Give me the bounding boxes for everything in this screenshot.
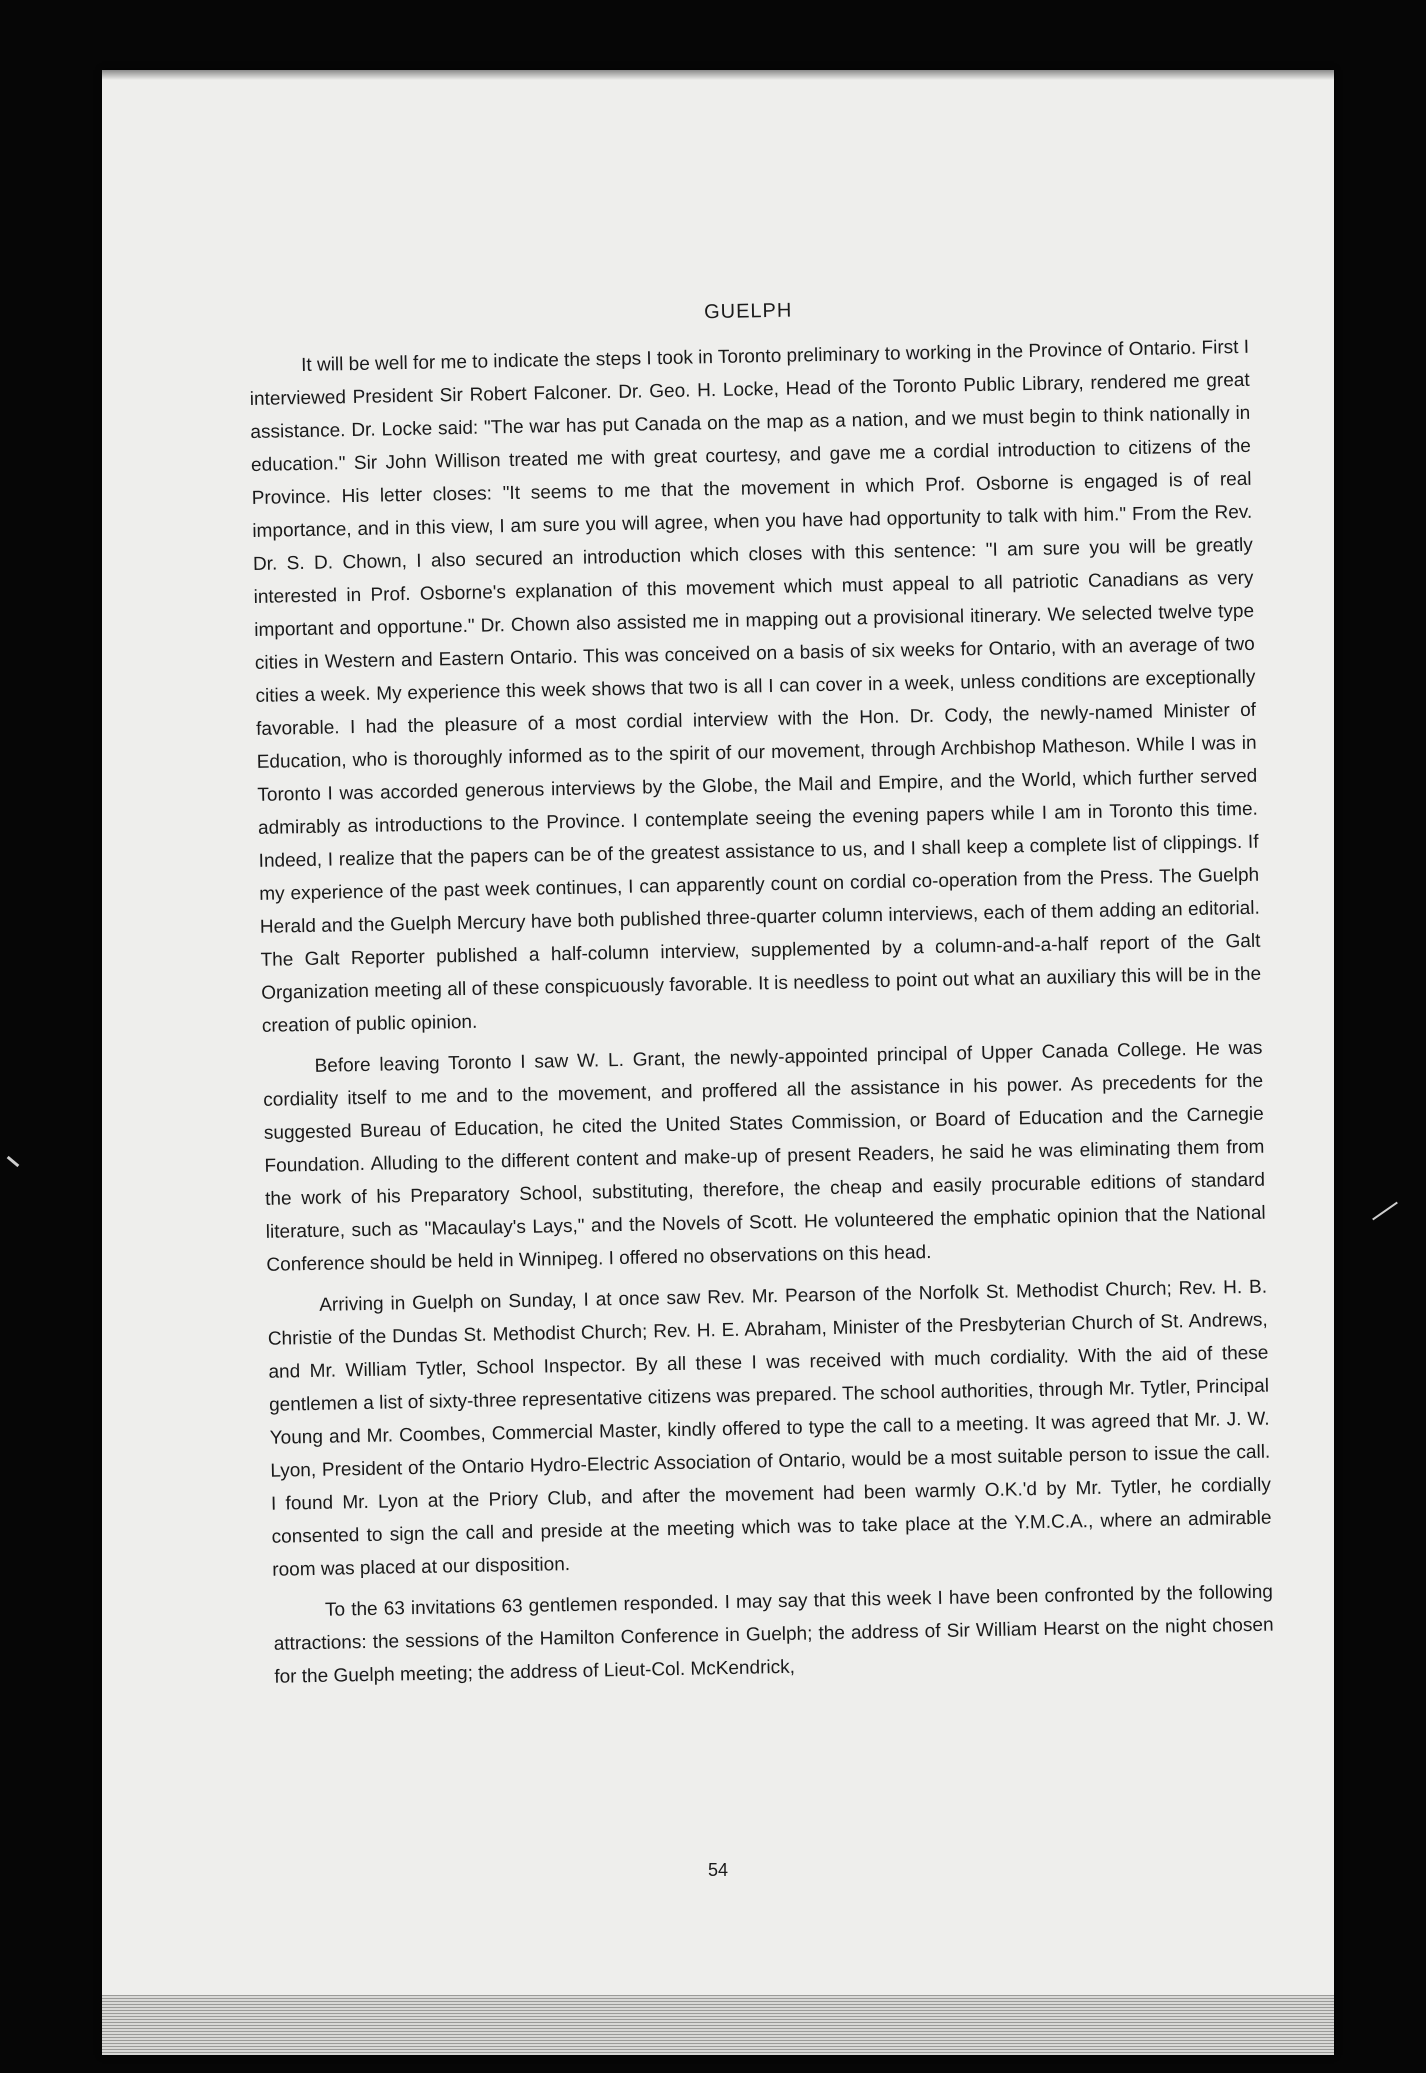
document-page [102,70,1334,2055]
scan-artifact-right [1372,1202,1398,1221]
page-top-edge [102,70,1334,80]
paragraph-2: Before leaving Toronto I saw W. L. Grant, the newly-appointed principal of Upper Canada College. He was cordiality itself to me and to the movement, and proffered all the assistance in his power. As precedents for the suggested Bureau of Education, he cited the United States Commission, or Board of Education and the Carnegie Foundation. Alluding to the different content and make-up of present Readers, he said he was eliminating them from the work of his Preparatory School, substituting, therefore, the cheap and easily procurable editions of standard literature, such as "Macaulay's Lays," and the Novels of Scott. He volunteered the emphatic opinion that the National Conference should be held in Winnipeg. I offered no observations on this head. [263,1037,1266,1276]
paragraph-4: To the 63 invitations 63 gentlemen responded. I may say that this week I have been confronted by the following attractions: the sessions of the Hamilton Conference in Guelph; the address of Sir William Hearst on the night chosen for the Guelph meeting; the address of Lieut-Col. McKendrick, [273,1581,1274,1688]
page-number: 54 [707,1860,729,1880]
scan-artifact-left [7,1156,20,1167]
paragraph-1: It will be well for me to indicate the steps I took in Toronto preliminary to working in the Province of Ontario. First I interviewed President Sir Robert Falconer. Dr. Geo. H. Locke, Head of the Toronto Public Library, rendered me great assistance. Dr. Locke said: "The war has put Canada on the map as a nation, and we must begin to think nationally in education." Sir John Willison treated me with great courtesy, and gave me a cordial introduction to citizens of the Province. His letter closes: "It seems to me that the movement in which Prof. Osborne is engaged is of real importance, and in this view, I am sure you will agree, when you have had opportunity to talk with him." From the Rev. Dr. S. D. Chown, I also secured an introduction which closes with this sentence: "I am sure you will be greatly interested in Prof. Osborne's explanation of this movement which must appeal to all patriotic Canadians as very important and opportune." Dr. Chown also assisted me in mapping out a provisional itinerary. We selected twelve type cities in Western and Eastern Ontario. This was conceived on a basis of six weeks for Ontario, with an average of two cities a week. My experience this week shows that two is all I can cover in a week, unless conditions are exceptionally favorable. I had the pleasure of a most cordial interview with the Hon. Dr. Cody, the newly-named Minister of Education, who is thoroughly informed as to the spirit of our movement, through Archbishop Matheson. While I was in Toronto I was accorded generous interviews by the Globe, the Mail and Empire, and the World, which further served admirably as introductions to the Province. I contemplate seeing the evening papers while I am in Toronto this time. Indeed, I realize that the papers can be of the greatest assistance to us, and I shall keep a complete list of clippings. If my experience of the past week continues, I can apparently count on cordial co-operation from the Press. The Guelph Herald and the Guelph Mercury have both published three-quarter column interviews, each of them adding an editorial. The Galt Reporter published a half-column interview, supplemented by a column-and-a-half report of the Galt Organization meeting all of these conspicuously favorable. It is needless to point out what an auxiliary this will be in the creation of public opinion. [249,336,1262,1037]
page-bottom-edge [102,1995,1334,2055]
text-block [248,286,1275,1702]
page-heading: GUELPH [703,299,793,324]
paragraph-3: Arriving in Guelph on Sunday, I at once saw Rev. Mr. Pearson of the Norfolk St. Methodist Church; Rev. H. B. Christie of the Dundas St. Methodist Church; Rev. H. E. Abraham, Minister of the Presbyterian Church of St. Andrews, and Mr. William Tytler, School Inspector. By all these I was received with much cordiality. With the aid of these gentlemen a list of sixty-three representative citizens was prepared. The school authorities, through Mr. Tytler, Principal Young and Mr. Coombes, Commercial Master, kindly offered to type the call to a meeting. It was agreed that Mr. J. W. Lyon, President of the Ontario Hydro-Electric Association of Ontario, would be a most suitable person to issue the call. I found Mr. Lyon at the Priory Club, and after the movement had been warmly O.K.'d by Mr. Tytler, he cordially consented to sign the call and preside at the meeting which was to take place at the Y.M.C.A., where an admirable room was placed at our disposition. [267,1276,1272,1581]
